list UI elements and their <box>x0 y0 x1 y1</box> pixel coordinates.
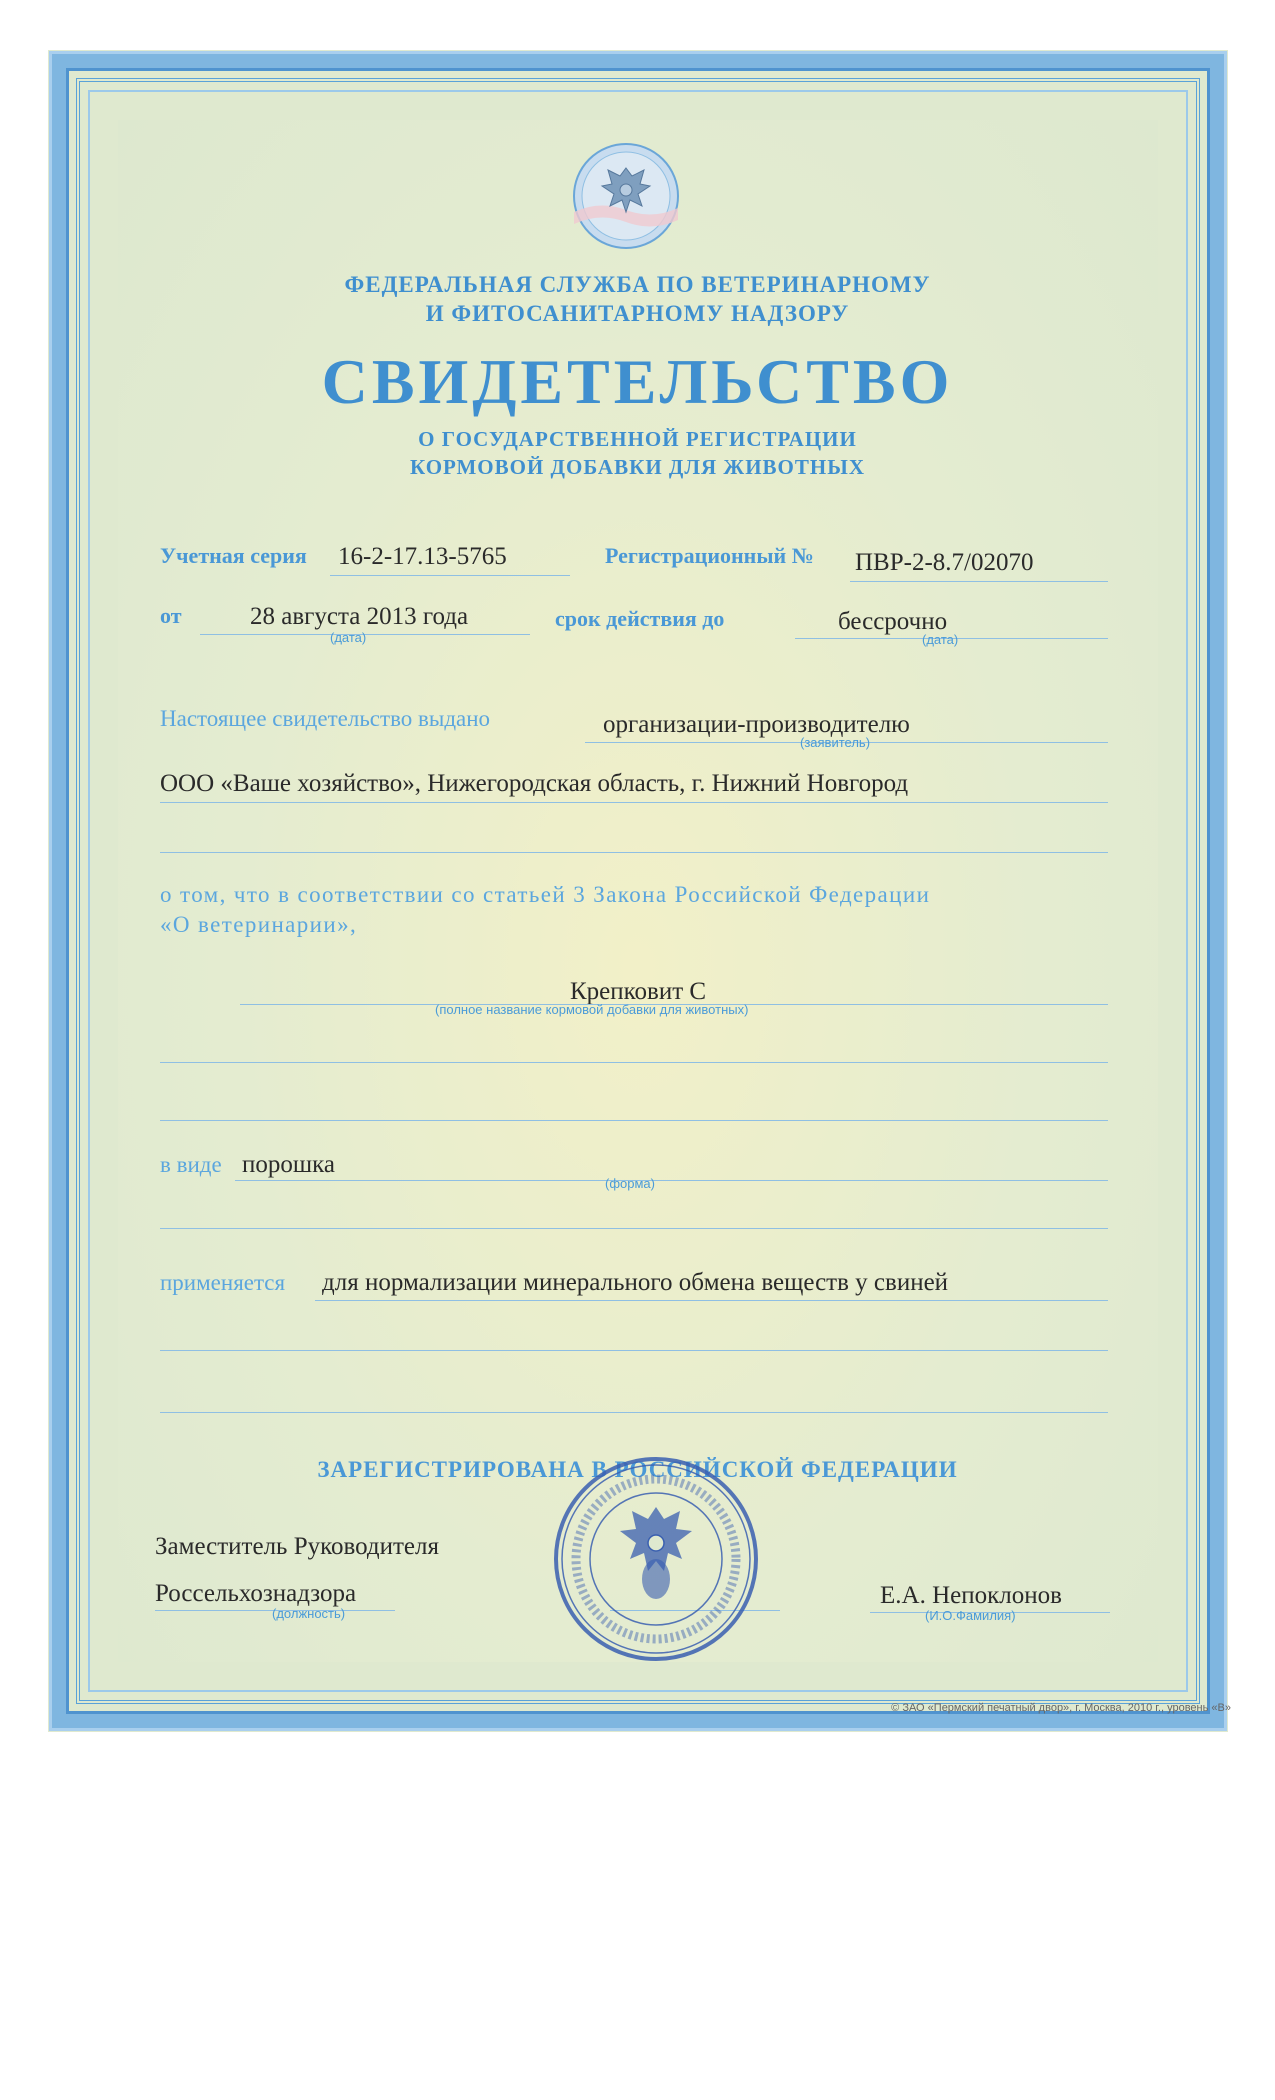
product-underline-3 <box>160 1120 1108 1121</box>
document-title: СВИДЕТЕЛЬСТВО <box>321 346 954 417</box>
date-value: 28 августа 2013 года <box>250 603 469 630</box>
form-underline <box>235 1180 1108 1181</box>
printer-note: © ЗАО «Пермский печатный двор», г. Москва, 2010 г., уровень «В» <box>891 1702 1231 1714</box>
registered-banner: ЗАРЕГИСТРИРОВАНА В РОССИЙСКОЙ ФЕДЕРАЦИИ <box>317 1457 958 1482</box>
eagle-emblem-icon <box>570 140 682 252</box>
reg-number-label: Регистрационный № <box>605 543 814 568</box>
usage-underline-2 <box>160 1350 1108 1351</box>
subtitle-line-1: О ГОСУДАРСТВЕННОЙ РЕГИСТРАЦИИ <box>418 427 857 451</box>
validity-label: срок действия до <box>555 606 725 631</box>
product-underline-2 <box>160 1062 1108 1063</box>
issued-to-hint: (заявитель) <box>800 735 871 750</box>
date-hint: (дата) <box>330 630 367 645</box>
product-name: Крепковит С <box>570 978 707 1005</box>
subtitle-line-2: КОРМОВОЙ ДОБАВКИ ДЛЯ ЖИВОТНЫХ <box>410 455 865 479</box>
position-line-2: Россельхознадзора <box>155 1580 357 1607</box>
reg-number-value: ПВР-2-8.7/02070 <box>855 549 1034 576</box>
usage-label: применяется <box>160 1270 286 1295</box>
series-value: 16-2-17.13-5765 <box>338 543 507 570</box>
agency-line-1: ФЕДЕРАЛЬНАЯ СЛУЖБА ПО ВЕТЕРИНАРНОМУ <box>344 272 931 297</box>
signer-name: Е.А. Непоклонов <box>880 1582 1062 1609</box>
position-hint: (должность) <box>272 1606 346 1621</box>
series-label: Учетная серия <box>160 543 307 568</box>
validity-hint: (дата) <box>922 632 959 647</box>
reg-number-underline <box>850 581 1108 582</box>
form-label: в виде <box>160 1152 222 1177</box>
document-subtitle <box>0 425 1275 481</box>
product-name-hint: (полное название кормовой добавки для животных) <box>435 1002 749 1017</box>
agency-line-2: И ФИТОСАНИТАРНОМУ НАДЗОРУ <box>425 301 850 326</box>
law-line-1: о том, что в соответствии со статьей 3 Закона Российской Федерации <box>160 882 931 907</box>
series-underline <box>330 575 570 576</box>
signer-hint: (И.О.Фамилия) <box>925 1608 1016 1623</box>
validity-value: бессрочно <box>838 608 948 635</box>
usage-underline <box>315 1300 1108 1301</box>
agency-name <box>0 270 1275 328</box>
official-seal-icon <box>552 1455 760 1663</box>
from-label: от <box>160 603 182 628</box>
issued-to-value: организации-производителю <box>603 711 910 738</box>
law-line-2: «О ветеринарии», <box>160 912 358 937</box>
form-value: порошка <box>242 1151 335 1178</box>
form-hint: (форма) <box>605 1176 655 1191</box>
usage-underline-3 <box>160 1412 1108 1413</box>
form-underline-2 <box>160 1228 1108 1229</box>
usage-value: для нормализации минерального обмена веществ у свиней <box>322 1269 949 1296</box>
applicant-underline <box>160 802 1108 803</box>
issued-label: Настоящее свидетельство выдано <box>160 706 491 731</box>
applicant-underline-2 <box>160 852 1108 853</box>
position-line-1: Заместитель Руководителя <box>155 1533 439 1560</box>
applicant-value: ООО «Ваше хозяйство», Нижегородская область, г. Нижний Новгород <box>160 770 909 797</box>
